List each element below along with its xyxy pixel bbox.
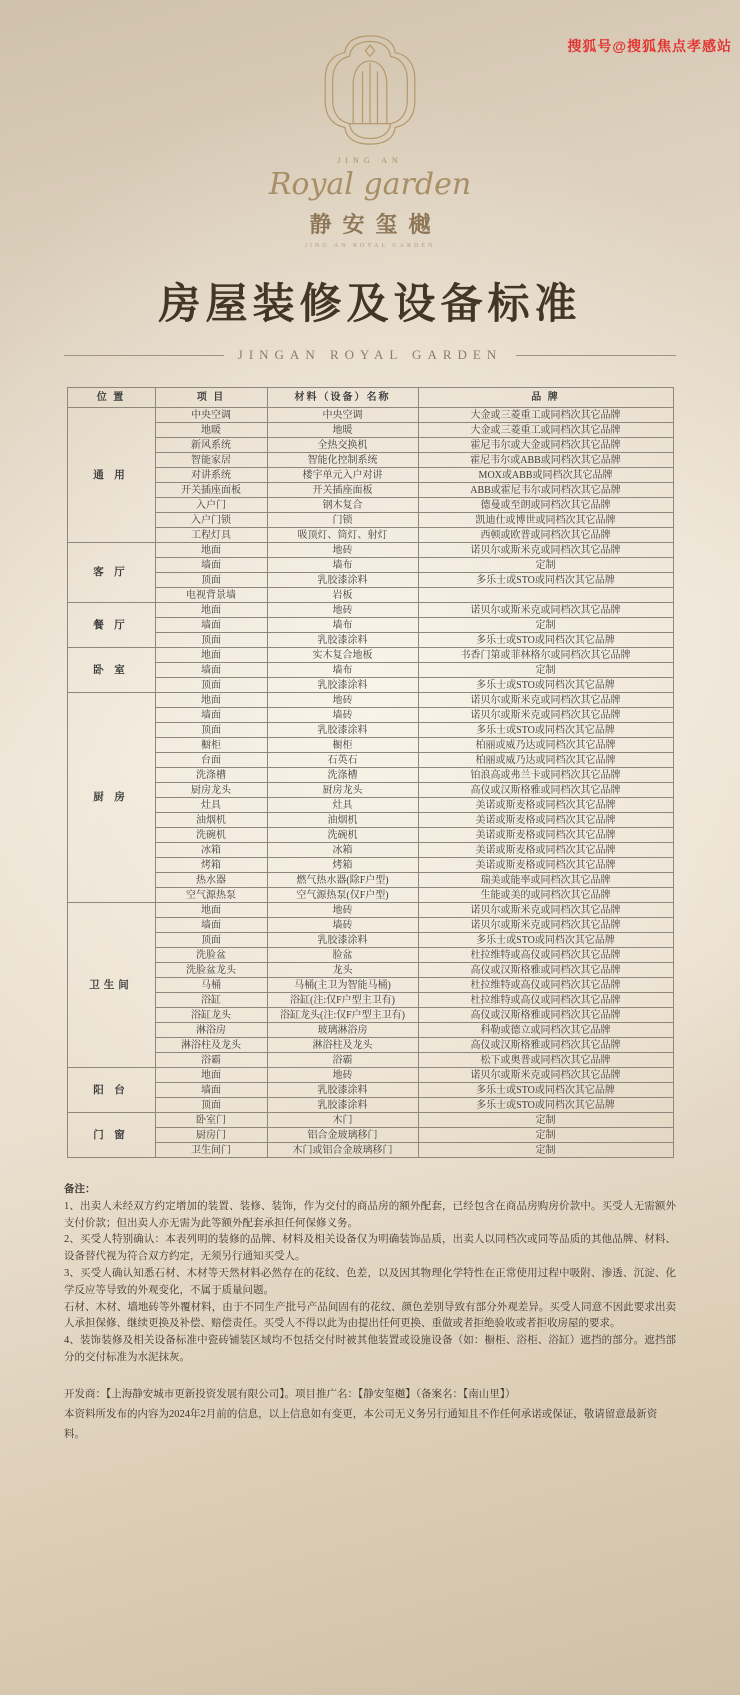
material-cell: 地暖: [267, 423, 418, 438]
table-row: [67, 903, 673, 918]
item-cell: 台面: [155, 753, 267, 768]
material-cell: 中央空调: [267, 408, 418, 423]
item-cell: 马桶: [155, 978, 267, 993]
item-cell: 浴缸龙头: [155, 1008, 267, 1023]
item-cell: 入户门锁: [155, 513, 267, 528]
material-cell: 乳胶漆涂料: [267, 933, 418, 948]
brand-cell: 多乐士或STO或同档次其它品牌: [418, 1083, 673, 1098]
table-row: [67, 993, 673, 1008]
brand-cell: 大金或三菱重工或同档次其它品牌: [418, 423, 673, 438]
disclaimer-line: 本资料所发布的内容为2024年2月前的信息，以上信息如有变更，本公司无义务另行通知且不作任何承诺或保证，敬请留意最新资料。: [64, 1408, 658, 1440]
column-header-item: 项 目: [155, 388, 267, 408]
table-row: [67, 768, 673, 783]
material-cell: 厨房龙头: [267, 783, 418, 798]
brand-cell: 定制: [418, 618, 673, 633]
item-cell: 浴霸: [155, 1053, 267, 1068]
spec-table: [67, 387, 674, 1158]
item-cell: 顶面: [155, 573, 267, 588]
spec-table-body: [67, 408, 673, 1158]
table-row: [67, 438, 673, 453]
item-cell: 厨房龙头: [155, 783, 267, 798]
material-cell: 乳胶漆涂料: [267, 723, 418, 738]
table-row: [67, 693, 673, 708]
brand-cell: 科勒或德立或同档次其它品牌: [418, 1023, 673, 1038]
location-cell: 卫生间: [67, 903, 155, 1068]
brand-cell: 美诺或斯麦格或同档次其它品牌: [418, 798, 673, 813]
column-header-brand: 品 牌: [418, 388, 673, 408]
item-cell: 墙面: [155, 618, 267, 633]
brand-cell: 诺贝尔或斯米克或同档次其它品牌: [418, 708, 673, 723]
notes-section: [64, 1182, 676, 1367]
material-cell: 冰箱: [267, 843, 418, 858]
table-row: [67, 783, 673, 798]
brand-cell: 诺贝尔或斯米克或同档次其它品牌: [418, 903, 673, 918]
item-cell: 浴缸: [155, 993, 267, 1008]
item-cell: 灶具: [155, 798, 267, 813]
material-cell: 乳胶漆涂料: [267, 633, 418, 648]
logo-ornament-icon: [314, 30, 426, 150]
item-cell: 洗脸盆: [155, 948, 267, 963]
material-cell: 铝合金玻璃移门: [267, 1128, 418, 1143]
table-row: [67, 1128, 673, 1143]
item-cell: 开关插座面板: [155, 483, 267, 498]
item-cell: 墙面: [155, 558, 267, 573]
brand-cell: 凯迪仕或博世或同档次其它品牌: [418, 513, 673, 528]
table-row: [67, 663, 673, 678]
material-cell: 木门或铝合金玻璃移门: [267, 1143, 418, 1158]
item-cell: 地面: [155, 693, 267, 708]
item-cell: 洗涤槽: [155, 768, 267, 783]
table-row: [67, 798, 673, 813]
item-cell: 对讲系统: [155, 468, 267, 483]
page-title: 房屋装修及设备标准: [158, 282, 582, 328]
brand-cell: 杜拉维特或高仪或同档次其它品牌: [418, 948, 673, 963]
item-cell: 入户门: [155, 498, 267, 513]
table-row: [67, 1083, 673, 1098]
location-cell: 门 窗: [67, 1113, 155, 1158]
note-paragraph: 3、买受人确认知悉石材、木材等天然材料必然存在的花纹、色差，以及因其物理化学特性在正常使用过程中吸附、渗透、沉淀、化学反应等导致的外观变化，不属于质量问题。: [64, 1267, 676, 1296]
location-cell: 通 用: [67, 408, 155, 543]
table-row: [67, 843, 673, 858]
subtitle-text: JINGAN ROYAL GARDEN: [237, 347, 503, 362]
item-cell: 厨房门: [155, 1128, 267, 1143]
brand-cell: 诺贝尔或斯米克或同档次其它品牌: [418, 1068, 673, 1083]
brand-cell: 美诺或斯麦格或同档次其它品牌: [418, 843, 673, 858]
brand-cell: 多乐士或STO或同档次其它品牌: [418, 678, 673, 693]
note-paragraph: 4、装饰装修及相关设备标准中瓷砖铺装区域均不包括交付时被其他装置或设施设备（如：橱柜、浴柜、浴缸）遮挡的部分。遮挡部分的交付标准为水泥抹灰。: [64, 1335, 676, 1363]
material-cell: 空气源热泵(仅F户型): [267, 888, 418, 903]
item-cell: 地面: [155, 603, 267, 618]
table-row: [67, 738, 673, 753]
table-row: [67, 453, 673, 468]
brand-cell: 霍尼韦尔或大金或同档次其它品牌: [418, 438, 673, 453]
material-cell: 灶具: [267, 798, 418, 813]
brand-cell: 多乐士或STO或同档次其它品牌: [418, 1098, 673, 1113]
brand-cell: 大金或三菱重工或同档次其它品牌: [418, 408, 673, 423]
material-cell: 烤箱: [267, 858, 418, 873]
material-cell: 乳胶漆涂料: [267, 1098, 418, 1113]
item-cell: 地暖: [155, 423, 267, 438]
material-cell: 地砖: [267, 1068, 418, 1083]
item-cell: 卫生间门: [155, 1143, 267, 1158]
note-paragraph: 2、买受人特别确认：本表列明的装修的品牌、材料及相关设备仅为明确装饰品质，出卖人以同档次或同等品质的其他品牌、材料、设备替代视为符合双方约定，无须另行通知买受人。: [64, 1234, 676, 1263]
brand-cell: 柏丽或威乃达或同档次其它品牌: [418, 738, 673, 753]
item-cell: 空气源热泵: [155, 888, 267, 903]
table-row: [67, 483, 673, 498]
brand-cell: 柏丽或威乃达或同档次其它品牌: [418, 753, 673, 768]
material-cell: 智能化控制系统: [267, 453, 418, 468]
table-row: [67, 888, 673, 903]
developer-line: 开发商：【上海静安城市更新投资发展有限公司】。项目推广名：【静安玺樾】（备案名：【南山里】）: [64, 1388, 516, 1400]
table-row: [67, 708, 673, 723]
logo-chinese-name: 静安玺樾: [309, 212, 442, 237]
brand-cell: 诺贝尔或斯米克或同档次其它品牌: [418, 543, 673, 558]
table-row: [67, 948, 673, 963]
material-cell: 淋浴柱及龙头: [267, 1038, 418, 1053]
table-row: [67, 828, 673, 843]
material-cell: 实木复合地板: [267, 648, 418, 663]
brand-cell: 定制: [418, 1128, 673, 1143]
material-cell: 浴霸: [267, 1053, 418, 1068]
table-row: [67, 468, 673, 483]
table-row: [67, 618, 673, 633]
brand-cell: 定制: [418, 663, 673, 678]
location-cell: 卧 室: [67, 648, 155, 693]
table-row: [67, 753, 673, 768]
table-row: [67, 1143, 673, 1158]
table-row: [67, 723, 673, 738]
material-cell: 地砖: [267, 903, 418, 918]
column-header-material: 材料（设备）名称: [267, 388, 418, 408]
brand-cell: 美诺或斯麦格或同档次其它品牌: [418, 858, 673, 873]
brand-cell: 松下或奥普或同档次其它品牌: [418, 1053, 673, 1068]
brand-cell: 美诺或斯麦格或同档次其它品牌: [418, 813, 673, 828]
item-cell: 新风系统: [155, 438, 267, 453]
brand-cell: 多乐士或STO或同档次其它品牌: [418, 573, 673, 588]
table-row: [67, 1098, 673, 1113]
item-cell: 智能家居: [155, 453, 267, 468]
material-cell: 墙布: [267, 558, 418, 573]
location-cell: 餐 厅: [67, 603, 155, 648]
material-cell: 浴缸龙头(注:仅F户型主卫有): [267, 1008, 418, 1023]
item-cell: 冰箱: [155, 843, 267, 858]
brand-cell: 霍尼韦尔或ABB或同档次其它品牌: [418, 453, 673, 468]
logo-english-name: Royal garden: [268, 167, 472, 202]
material-cell: 洗碗机: [267, 828, 418, 843]
item-cell: 墙面: [155, 708, 267, 723]
item-cell: 地面: [155, 648, 267, 663]
material-cell: 岩板: [267, 588, 418, 603]
table-row: [67, 513, 673, 528]
brand-logo: [0, 30, 740, 249]
table-row: [67, 1023, 673, 1038]
brand-cell: 德曼或至朗或同档次其它品牌: [418, 498, 673, 513]
material-cell: 龙头: [267, 963, 418, 978]
logo-tagline: JING AN ROYAL GARDEN: [304, 243, 436, 249]
brand-cell: ABB或霍尼韦尔或同档次其它品牌: [418, 483, 673, 498]
material-cell: 地砖: [267, 693, 418, 708]
brand-cell: 生能或美的或同档次其它品牌: [418, 888, 673, 903]
table-row: [67, 978, 673, 993]
material-cell: 门锁: [267, 513, 418, 528]
table-row: [67, 858, 673, 873]
item-cell: 卧室门: [155, 1113, 267, 1128]
table-row: [67, 918, 673, 933]
notes-title: 备注：: [64, 1184, 96, 1195]
table-row: [67, 528, 673, 543]
brand-cell: 美诺或斯麦格或同档次其它品牌: [418, 828, 673, 843]
table-row: [67, 933, 673, 948]
brand-cell: 高仪或汉斯格雅或同档次其它品牌: [418, 963, 673, 978]
table-row: [67, 678, 673, 693]
developer-info: [64, 1385, 676, 1445]
table-row: [67, 1038, 673, 1053]
item-cell: 地面: [155, 543, 267, 558]
table-row: [67, 408, 673, 423]
material-cell: 吸顶灯、筒灯、射灯: [267, 528, 418, 543]
table-row: [67, 423, 673, 438]
item-cell: 热水器: [155, 873, 267, 888]
item-cell: 顶面: [155, 678, 267, 693]
brand-cell: 定制: [418, 558, 673, 573]
table-row: [67, 813, 673, 828]
item-cell: 洗脸盆龙头: [155, 963, 267, 978]
brand-cell: 杜拉维特或高仪或同档次其它品牌: [418, 978, 673, 993]
material-cell: 脸盆: [267, 948, 418, 963]
table-row: [67, 1068, 673, 1083]
material-cell: 开关插座面板: [267, 483, 418, 498]
item-cell: 淋浴柱及龙头: [155, 1038, 267, 1053]
table-row: [67, 1008, 673, 1023]
item-cell: 墙面: [155, 663, 267, 678]
brand-cell: 高仪或汉斯格雅或同档次其它品牌: [418, 783, 673, 798]
material-cell: 地砖: [267, 543, 418, 558]
item-cell: 中央空调: [155, 408, 267, 423]
material-cell: 墙砖: [267, 918, 418, 933]
brand-cell: [418, 588, 673, 603]
brand-cell: 诺贝尔或斯米克或同档次其它品牌: [418, 693, 673, 708]
material-cell: 地砖: [267, 603, 418, 618]
page-subtitle: [64, 347, 676, 363]
material-cell: 楼宇单元入户对讲: [267, 468, 418, 483]
item-cell: 淋浴房: [155, 1023, 267, 1038]
material-cell: 全热交换机: [267, 438, 418, 453]
column-header-location: 位 置: [67, 388, 155, 408]
brand-cell: 瑞美或能率或同档次其它品牌: [418, 873, 673, 888]
item-cell: 油烟机: [155, 813, 267, 828]
location-cell: 客 厅: [67, 543, 155, 603]
table-row: [67, 588, 673, 603]
brand-cell: 定制: [418, 1143, 673, 1158]
item-cell: 工程灯具: [155, 528, 267, 543]
material-cell: 玻璃淋浴房: [267, 1023, 418, 1038]
table-header-row: [67, 388, 673, 408]
brand-cell: 诺贝尔或斯米克或同档次其它品牌: [418, 918, 673, 933]
table-row: [67, 498, 673, 513]
table-row: [67, 558, 673, 573]
subtitle-line-right: [516, 355, 676, 356]
table-row: [67, 1113, 673, 1128]
table-row: [67, 1053, 673, 1068]
item-cell: 地面: [155, 903, 267, 918]
brand-cell: 多乐士或STO或同档次其它品牌: [418, 633, 673, 648]
brand-cell: 杜拉维特或高仪或同档次其它品牌: [418, 993, 673, 1008]
material-cell: 浴缸(注:仅F户型主卫有): [267, 993, 418, 1008]
logo-kicker-text: JING AN: [337, 156, 403, 165]
note-paragraph: 1、出卖人未经双方约定增加的装置、装修、装饰，作为交付的商品房的额外配套，已经包含在商品房购房价款中。买受人无需额外支付价款；但出卖人亦无需为此等额外配套承担任何保修义务。: [64, 1200, 676, 1229]
sohu-watermark: 搜狐号@搜狐焦点孝感站: [567, 38, 732, 54]
item-cell: 顶面: [155, 1098, 267, 1113]
material-cell: 钢木复合: [267, 498, 418, 513]
item-cell: 橱柜: [155, 738, 267, 753]
material-cell: 乳胶漆涂料: [267, 573, 418, 588]
table-row: [67, 633, 673, 648]
location-cell: 厨 房: [67, 693, 155, 903]
brand-cell: 书香门第或菲林格尔或同档次其它品牌: [418, 648, 673, 663]
material-cell: 墙布: [267, 663, 418, 678]
material-cell: 橱柜: [267, 738, 418, 753]
material-cell: 木门: [267, 1113, 418, 1128]
brand-cell: MOX或ABB或同档次其它品牌: [418, 468, 673, 483]
item-cell: 地面: [155, 1068, 267, 1083]
item-cell: 顶面: [155, 723, 267, 738]
table-row: [67, 963, 673, 978]
location-cell: 阳 台: [67, 1068, 155, 1113]
material-cell: 墙砖: [267, 708, 418, 723]
table-row: [67, 543, 673, 558]
brand-cell: 西顿或欧普或同档次其它品牌: [418, 528, 673, 543]
material-cell: 燃气热水器(除F户型): [267, 873, 418, 888]
brand-cell: 铂浪高或弗兰卡或同档次其它品牌: [418, 768, 673, 783]
note-paragraph: 石材、木材、墙地砖等外覆材料，由于不同生产批号产品间固有的花纹、颜色差别导致有部分外观差异。买受人同意不因此要求出卖人承担保修、继续更换及补偿、赔偿责任。买受人不得以此为由提出任何更换、重做或者拒绝验收或者拒收房屋的要求。: [64, 1301, 676, 1330]
table-row: [67, 603, 673, 618]
item-cell: 顶面: [155, 633, 267, 648]
brand-cell: 诺贝尔或斯米克或同档次其它品牌: [418, 603, 673, 618]
table-row: [67, 573, 673, 588]
material-cell: 洗涤槽: [267, 768, 418, 783]
item-cell: 墙面: [155, 918, 267, 933]
material-cell: 乳胶漆涂料: [267, 1083, 418, 1098]
item-cell: 洗碗机: [155, 828, 267, 843]
item-cell: 墙面: [155, 1083, 267, 1098]
item-cell: 烤箱: [155, 858, 267, 873]
subtitle-line-left: [64, 355, 224, 356]
brand-cell: 高仪或汉斯格雅或同档次其它品牌: [418, 1008, 673, 1023]
brand-cell: 多乐士或STO或同档次其它品牌: [418, 933, 673, 948]
material-cell: 墙布: [267, 618, 418, 633]
item-cell: 电视背景墙: [155, 588, 267, 603]
table-row: [67, 648, 673, 663]
item-cell: 顶面: [155, 933, 267, 948]
material-cell: 油烟机: [267, 813, 418, 828]
table-row: [67, 873, 673, 888]
brand-cell: 定制: [418, 1113, 673, 1128]
material-cell: 乳胶漆涂料: [267, 678, 418, 693]
brand-cell: 高仪或汉斯格雅或同档次其它品牌: [418, 1038, 673, 1053]
brand-cell: 多乐士或STO或同档次其它品牌: [418, 723, 673, 738]
material-cell: 石英石: [267, 753, 418, 768]
material-cell: 马桶(主卫为智能马桶): [267, 978, 418, 993]
